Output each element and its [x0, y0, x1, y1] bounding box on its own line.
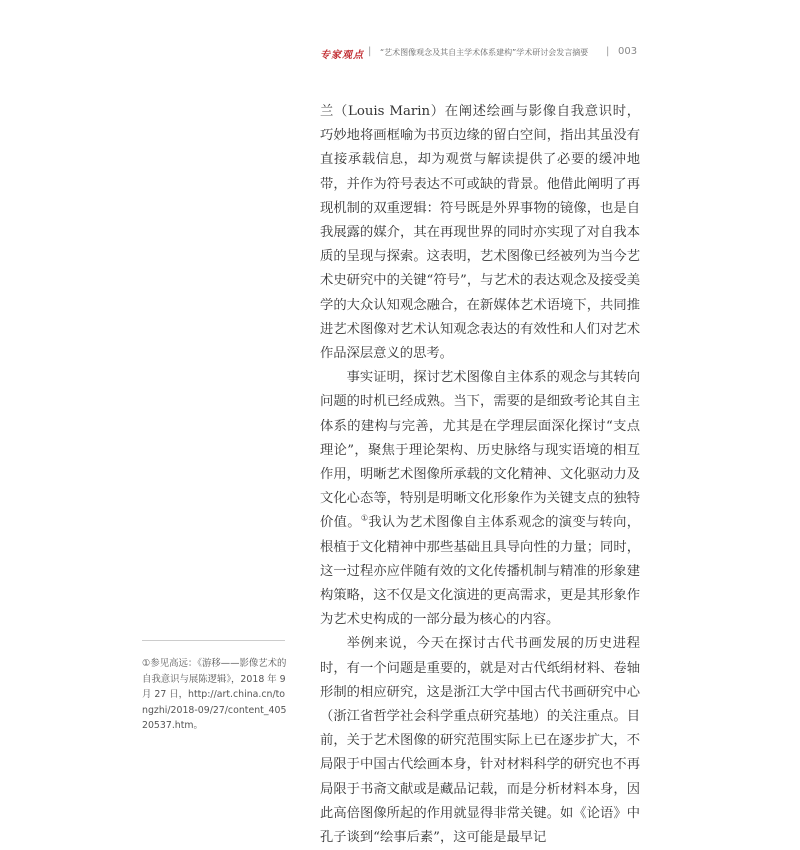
running-header — [0, 44, 800, 64]
footnote-divider — [142, 640, 285, 641]
footnote-reference[interactable]: ① — [360, 514, 369, 524]
header-separator: | — [368, 46, 372, 57]
page-number: 003 — [618, 46, 638, 57]
paragraph-2-text-after: 我认为艺术图像自主体系观念的演变与转向，根植于文化精神中那些基础且具导向性的力量；同时，这一过程亦应伴随有效的文化传播机制与精准的形象建构策略，这不仅是文化演进的更高需求，更是其形象作为艺术史构成的一部分最为核心的内容。 — [320, 515, 641, 628]
section-badge: 专家观点 — [320, 50, 364, 61]
footnote — [142, 656, 287, 734]
footnote-marker: ① — [142, 658, 151, 669]
paragraph-2 — [320, 366, 640, 632]
main-text-column — [320, 100, 640, 850]
paragraph-3: 举例来说，今天在探讨古代书画发展的历史进程时，有一个问题是重要的，就是对古代纸绢材料、卷轴形制的相应研究，这是浙江大学中国古代书画研究中心（浙江省哲学社会科学重点研究基地）的关注重点。目前，关于艺术图像的研究范围实际上已在逐步扩大，不局限于中国古代绘画本身，针对材料科学的研究也不再局限于书斋文献或是藏品记载，而是分析材料本身，因此高倍图像所起的作用就显得非常关键。如《论语》中孔子谈到“绘事后素”，这可能是最早记 — [320, 636, 640, 846]
paragraph-1: 兰（Louis Marin）在阐述绘画与影像自我意识时，巧妙地将画框喻为书页边缘的留白空间，指出其虽没有直接承载信息，却为观赏与解读提供了必要的缓冲地带，并作为符号表达不可或缺的背景。他借此阐明了再现机制的双重逻辑：符号既是外界事物的镜像，也是自我展露的媒介，其在再现世界的同时亦实现了对自我本质的呈现与探索。这表明，艺术图像已经被列为当今艺术史研究中的关键“符号”，与艺术的表达观念及接受美学的大众认知观念融合，在新媒体艺术语境下，共同推进艺术图像对艺术认知观念表达的有效性和人们对艺术作品深层意义的思考。 — [320, 104, 640, 362]
paragraph-2-text-before: 事实证明，探讨艺术图像自主体系的观念与其转向问题的时机已经成熟。当下，需要的是细致考论其自主体系的建构与完善，尤其是在学理层面深化探讨“支点理论”，聚焦于理论架构、历史脉络与现实语境的相互作用，明晰艺术图像所承载的文化精神、文化驱动力及文化心态等，特别是明晰文化形象作为关键支点的独特价值。 — [320, 370, 640, 531]
header-separator: | — [606, 46, 610, 57]
footnote-text: 参见高远：《游移——影像艺术的自我意识与展陈逻辑》，2018 年 9 月 27 日，http://art.china.cn/tongzhi/2018-09/27/content_40520537.htm。 — [142, 658, 287, 732]
header-title: “艺术图像观念及其自主学术体系建构”学术研讨会发言摘要 — [380, 48, 589, 57]
